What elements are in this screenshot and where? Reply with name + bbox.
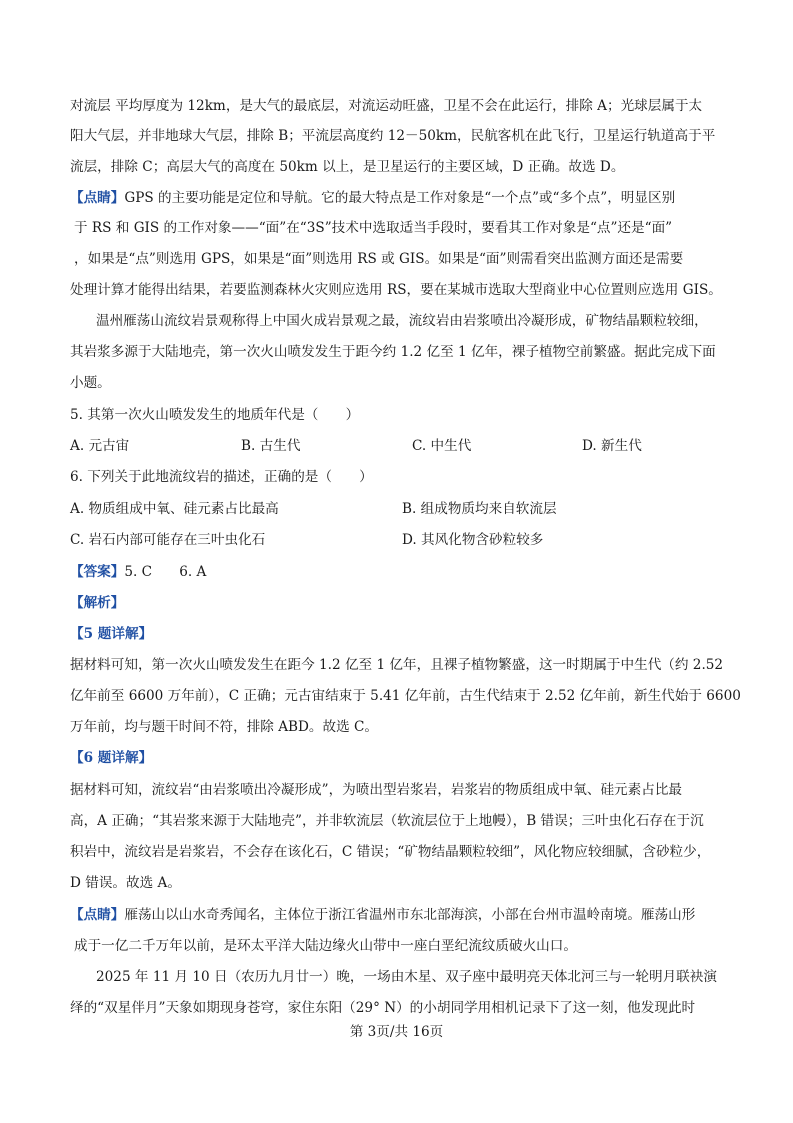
text-line: 绎的“双星伴月”天象如期现身苍穹，家住东阳（29° N）的小胡同学用相机记录下了这一刻，他发现此时 [70, 1000, 696, 1016]
text-line: 万年前，均与题干时间不符，排除 ABD。故选 C。 [70, 719, 379, 735]
option-d: D. 其风化物含砂粒较多 [402, 532, 544, 548]
tip-tag: 【点睛】 [70, 907, 125, 923]
option-a: A. 元古宙 [70, 438, 130, 454]
text-line: 流层，排除 C；高层大气的高度在 50km 以上，是卫星运行的主要区域，D 正确。故选 D。 [70, 159, 625, 175]
tip-line [70, 188, 730, 208]
material-paragraph: 温州雁荡山流纹岩景观称得上中国火成岩景观之最，流纹岩由岩浆喷出冷凝形成，矿物结晶颗粒较细， [96, 313, 708, 329]
material-paragraph: 2025 年 11 月 10 日（农历九月廿一）晚，一场由木星、双子座中最明亮天体北河三与一轮明月联袂演 [96, 969, 717, 985]
question-5: 5. 其第一次火山喷发发生的地质年代是（ ） [70, 407, 360, 423]
option-d: D. 新生代 [582, 438, 642, 454]
text-line: 小题。 [70, 375, 111, 391]
analysis-heading [70, 593, 730, 613]
analysis-tag: 【解析】 [70, 595, 125, 611]
text-line: 亿年前至 6600 万年前），C 正确；元古宙结束于 5.41 亿年前，古生代结束于 2.52 亿年前，新生代始于 6600 [70, 688, 741, 704]
text-line: ，如果是“点”则选用 GPS，如果是“面”则选用 RS 或 GIS。如果是“面”则需看突出监测方面还是需要 [74, 251, 684, 267]
text-line: 阳大气层，并非地球大气层，排除 B；平流层高度约 12－50km，民航客机在此飞行，卫星运行轨道高于平 [70, 128, 716, 144]
detail-5-heading [70, 624, 730, 644]
text-line: 其岩浆多源于大陆地壳，第一次火山喷发发生于距今约 1.2 亿至 1 亿年，裸子植物空前繁盛。据此完成下面 [70, 344, 716, 360]
option-a: A. 物质组成中氧、硅元素占比最高 [70, 501, 279, 517]
detail-6-heading [70, 748, 730, 768]
text-line: 据材料可知，流纹岩“由岩浆喷出冷凝形成”，为喷出型岩浆岩，岩浆岩的物质组成中氧、硅元素占比最 [70, 782, 683, 798]
option-c: C. 中生代 [412, 438, 472, 454]
text-line: D 错误。故选 A。 [70, 875, 181, 891]
answer-tag: 【答案】 [70, 564, 125, 580]
text-line: 成于一亿二千万年以前，是环太平洋大陆边缘火山带中一座白垩纪流纹质破火山口。 [74, 938, 577, 954]
question-6: 6. 下列关于此地流纹岩的描述，正确的是（ ） [70, 469, 373, 485]
text-line: 据材料可知，第一次火山喷发发生在距今 1.2 亿至 1 亿年，且裸子植物繁盛，这一时期属于中生代（约 2.52 [70, 657, 724, 673]
tip-line [70, 905, 730, 925]
option-b: B. 组成物质均来自软流层 [402, 501, 557, 517]
option-c: C. 岩石内部可能存在三叶虫化石 [70, 532, 266, 548]
text-line: 高，A 正确；“其岩浆来源于大陆地壳”，并非软流层（软流层位于上地幔），B 错误；三叶虫化石存在于沉 [70, 813, 704, 829]
detail-5-tag: 【5 题详解】 [70, 626, 153, 642]
text-line: 于 RS 和 GIS 的工作对象——“面”在“3S”技术中选取适当手段时，要看其工作对象是“点”还是“面” [74, 220, 673, 236]
answer-line [70, 562, 730, 582]
text-line: 处理计算才能得出结果，若要监测森林火灾则应选用 RS，要在某城市选取大型商业中心位置则应选用 GIS。 [70, 282, 722, 298]
tip-text: GPS 的主要功能是定位和导航。它的最大特点是工作对象是“一个点”或“多个点”，明显区别 [124, 190, 676, 206]
answer-text: 5. C 6. A [124, 564, 207, 580]
option-b: B. 古生代 [241, 438, 301, 454]
text-line: 对流层 平均厚度为 12km，是大气的最底层，对流运动旺盛，卫星不会在此运行，排除 A；光球层属于太 [70, 98, 703, 114]
page-footer: 第 3页/共 16页 [349, 1024, 444, 1040]
tip-text: 雁荡山以山水奇秀闻名，主体位于浙江省温州市东北部海滨，小部在台州市温岭南境。雁荡山形 [124, 907, 696, 923]
tip-tag: 【点睛】 [70, 190, 125, 206]
detail-6-tag: 【6 题详解】 [70, 750, 153, 766]
text-line: 积岩中，流纹岩是岩浆岩，不会存在该化石，C 错误；“矿物结晶颗粒较细”，风化物应较细腻，含砂粒少， [70, 844, 711, 860]
